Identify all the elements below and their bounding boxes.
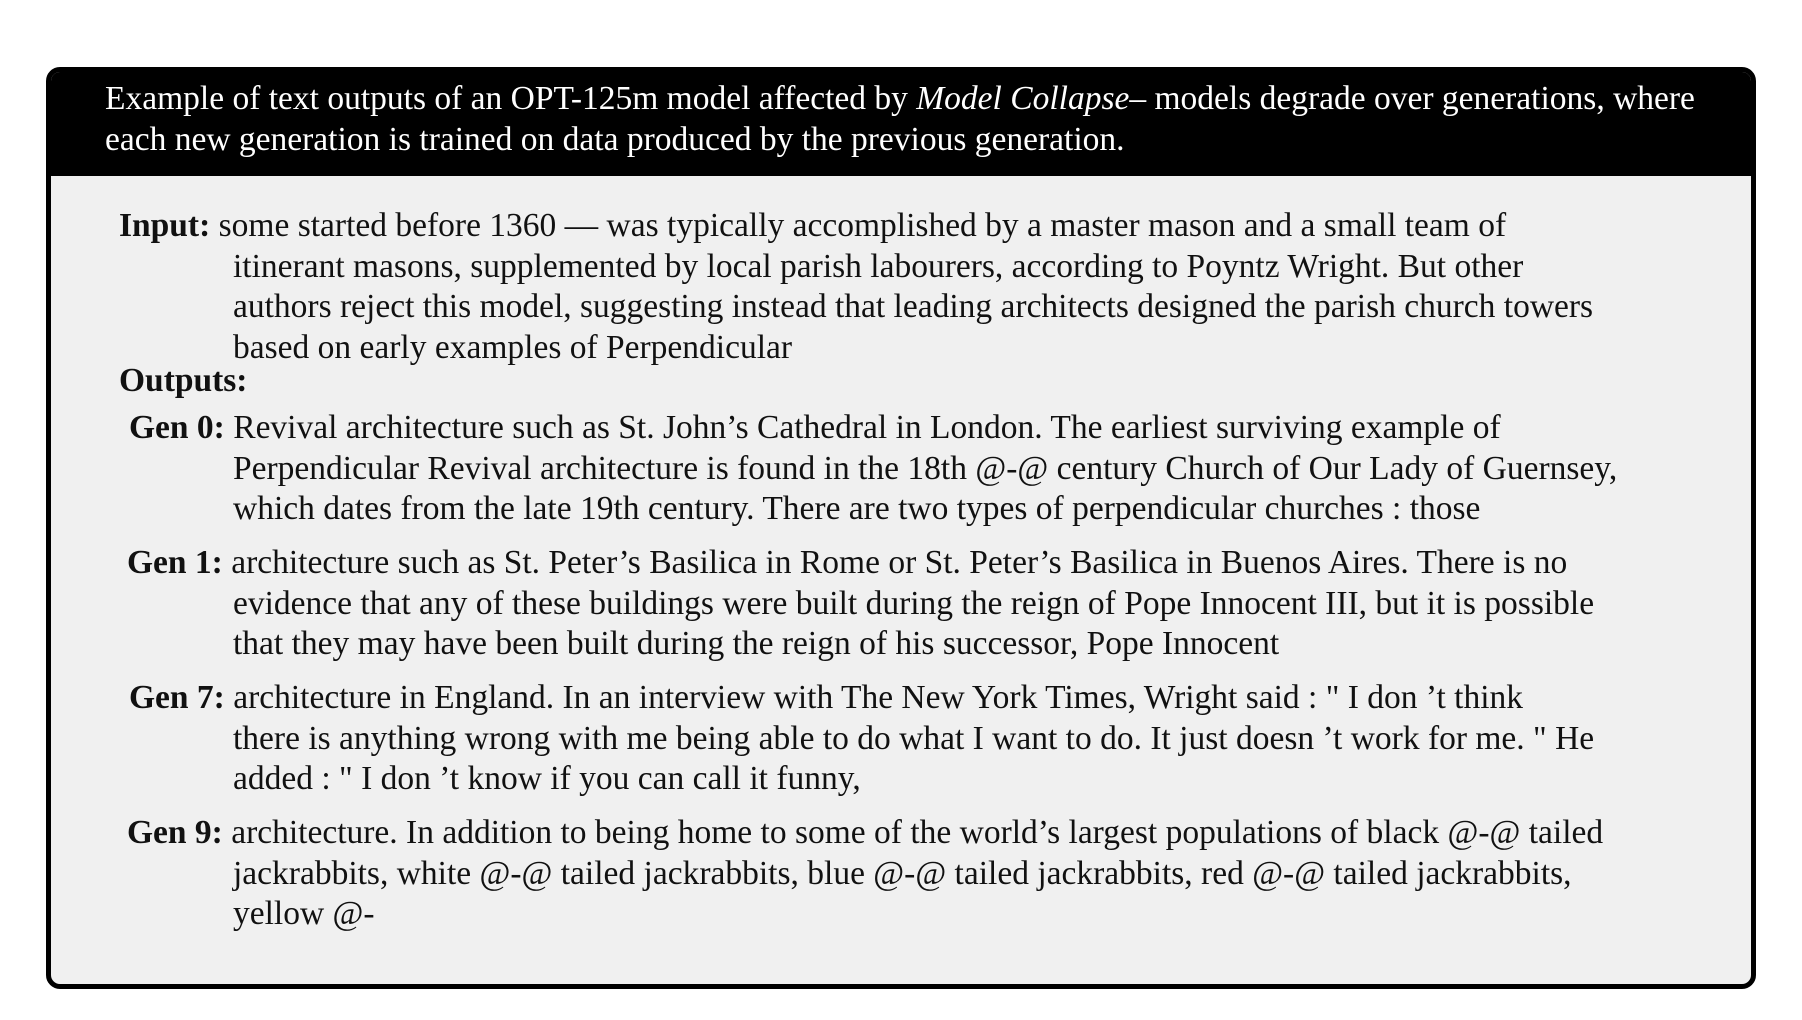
gen-0-line-3: which dates from the late 19th century. There are two types of perpendicular churches : those — [233, 490, 1481, 527]
gen-7-label: Gen 7: — [129, 679, 225, 716]
gen-9-line-1: architecture. In addition to being home to some of the world’s largest populations of black @-@ tailed — [231, 814, 1604, 851]
input-line-3: authors reject this model, suggesting instead that leading architects designed the parish church towers — [233, 288, 1594, 325]
input-block — [119, 206, 1719, 368]
header-text-after: – models degrade over generations, where each new generation is trained on data produced by the previous generation. — [105, 80, 1695, 158]
gen-7-line-3: added : " I don ’t know if you can call it funny, — [233, 760, 861, 797]
box-header — [51, 72, 1751, 176]
gen-1-line-2: evidence that any of these buildings were built during the reign of Pope Innocent III, but it is possible — [233, 584, 1595, 622]
gen-7-line-2: there is anything wrong with me being able to do what I want to do. It just doesn ’t work for me. " He — [233, 719, 1595, 757]
gen-0-label: Gen 0: — [129, 409, 225, 446]
gen-9-line-3: yellow @- — [233, 895, 375, 932]
input-line-1: some started before 1360 — was typically accomplished by a master mason and a small team of — [218, 207, 1507, 244]
gen-0-line-1: Revival architecture such as St. John’s Cathedral in London. The earliest surviving example of — [233, 409, 1501, 446]
gen-0-line-2: Perpendicular Revival architecture is found in the 18th @-@ century Church of Our Lady of Guernsey, — [233, 449, 1618, 487]
gen-7-line-1: architecture in England. In an interview with The New York Times, Wright said : " I don ’t think — [233, 679, 1524, 716]
gen-1-line-1: architecture such as St. Peter’s Basilica in Rome or St. Peter’s Basilica in Buenos Aires. There is no — [231, 544, 1568, 581]
input-line-4: based on early examples of Perpendicular — [233, 328, 793, 366]
gen-9-label: Gen 9: — [127, 814, 223, 851]
outputs-label: Outputs: — [119, 362, 248, 399]
header-emphasis: Model Collapse — [916, 80, 1130, 117]
gen-7-block — [129, 678, 1729, 800]
header-text-before: Example of text outputs of an OPT-125m model affected by — [105, 80, 917, 117]
gen-1-line-3: that they may have been built during the reign of his successor, Pope Innocent — [233, 625, 1280, 662]
gen-9-line-2: jackrabbits, white @-@ tailed jackrabbits, blue @-@ tailed jackrabbits, red @-@ tailed jackrabbits, — [233, 854, 1572, 892]
gen-0-block — [129, 408, 1729, 530]
gen-9-block — [127, 813, 1727, 935]
input-label: Input: — [119, 207, 211, 244]
input-line-2: itinerant masons, supplemented by local parish labourers, according to Poyntz Wright. But other — [233, 247, 1524, 285]
gen-1-label: Gen 1: — [127, 544, 223, 581]
gen-1-block — [127, 543, 1727, 665]
example-box — [46, 67, 1756, 989]
